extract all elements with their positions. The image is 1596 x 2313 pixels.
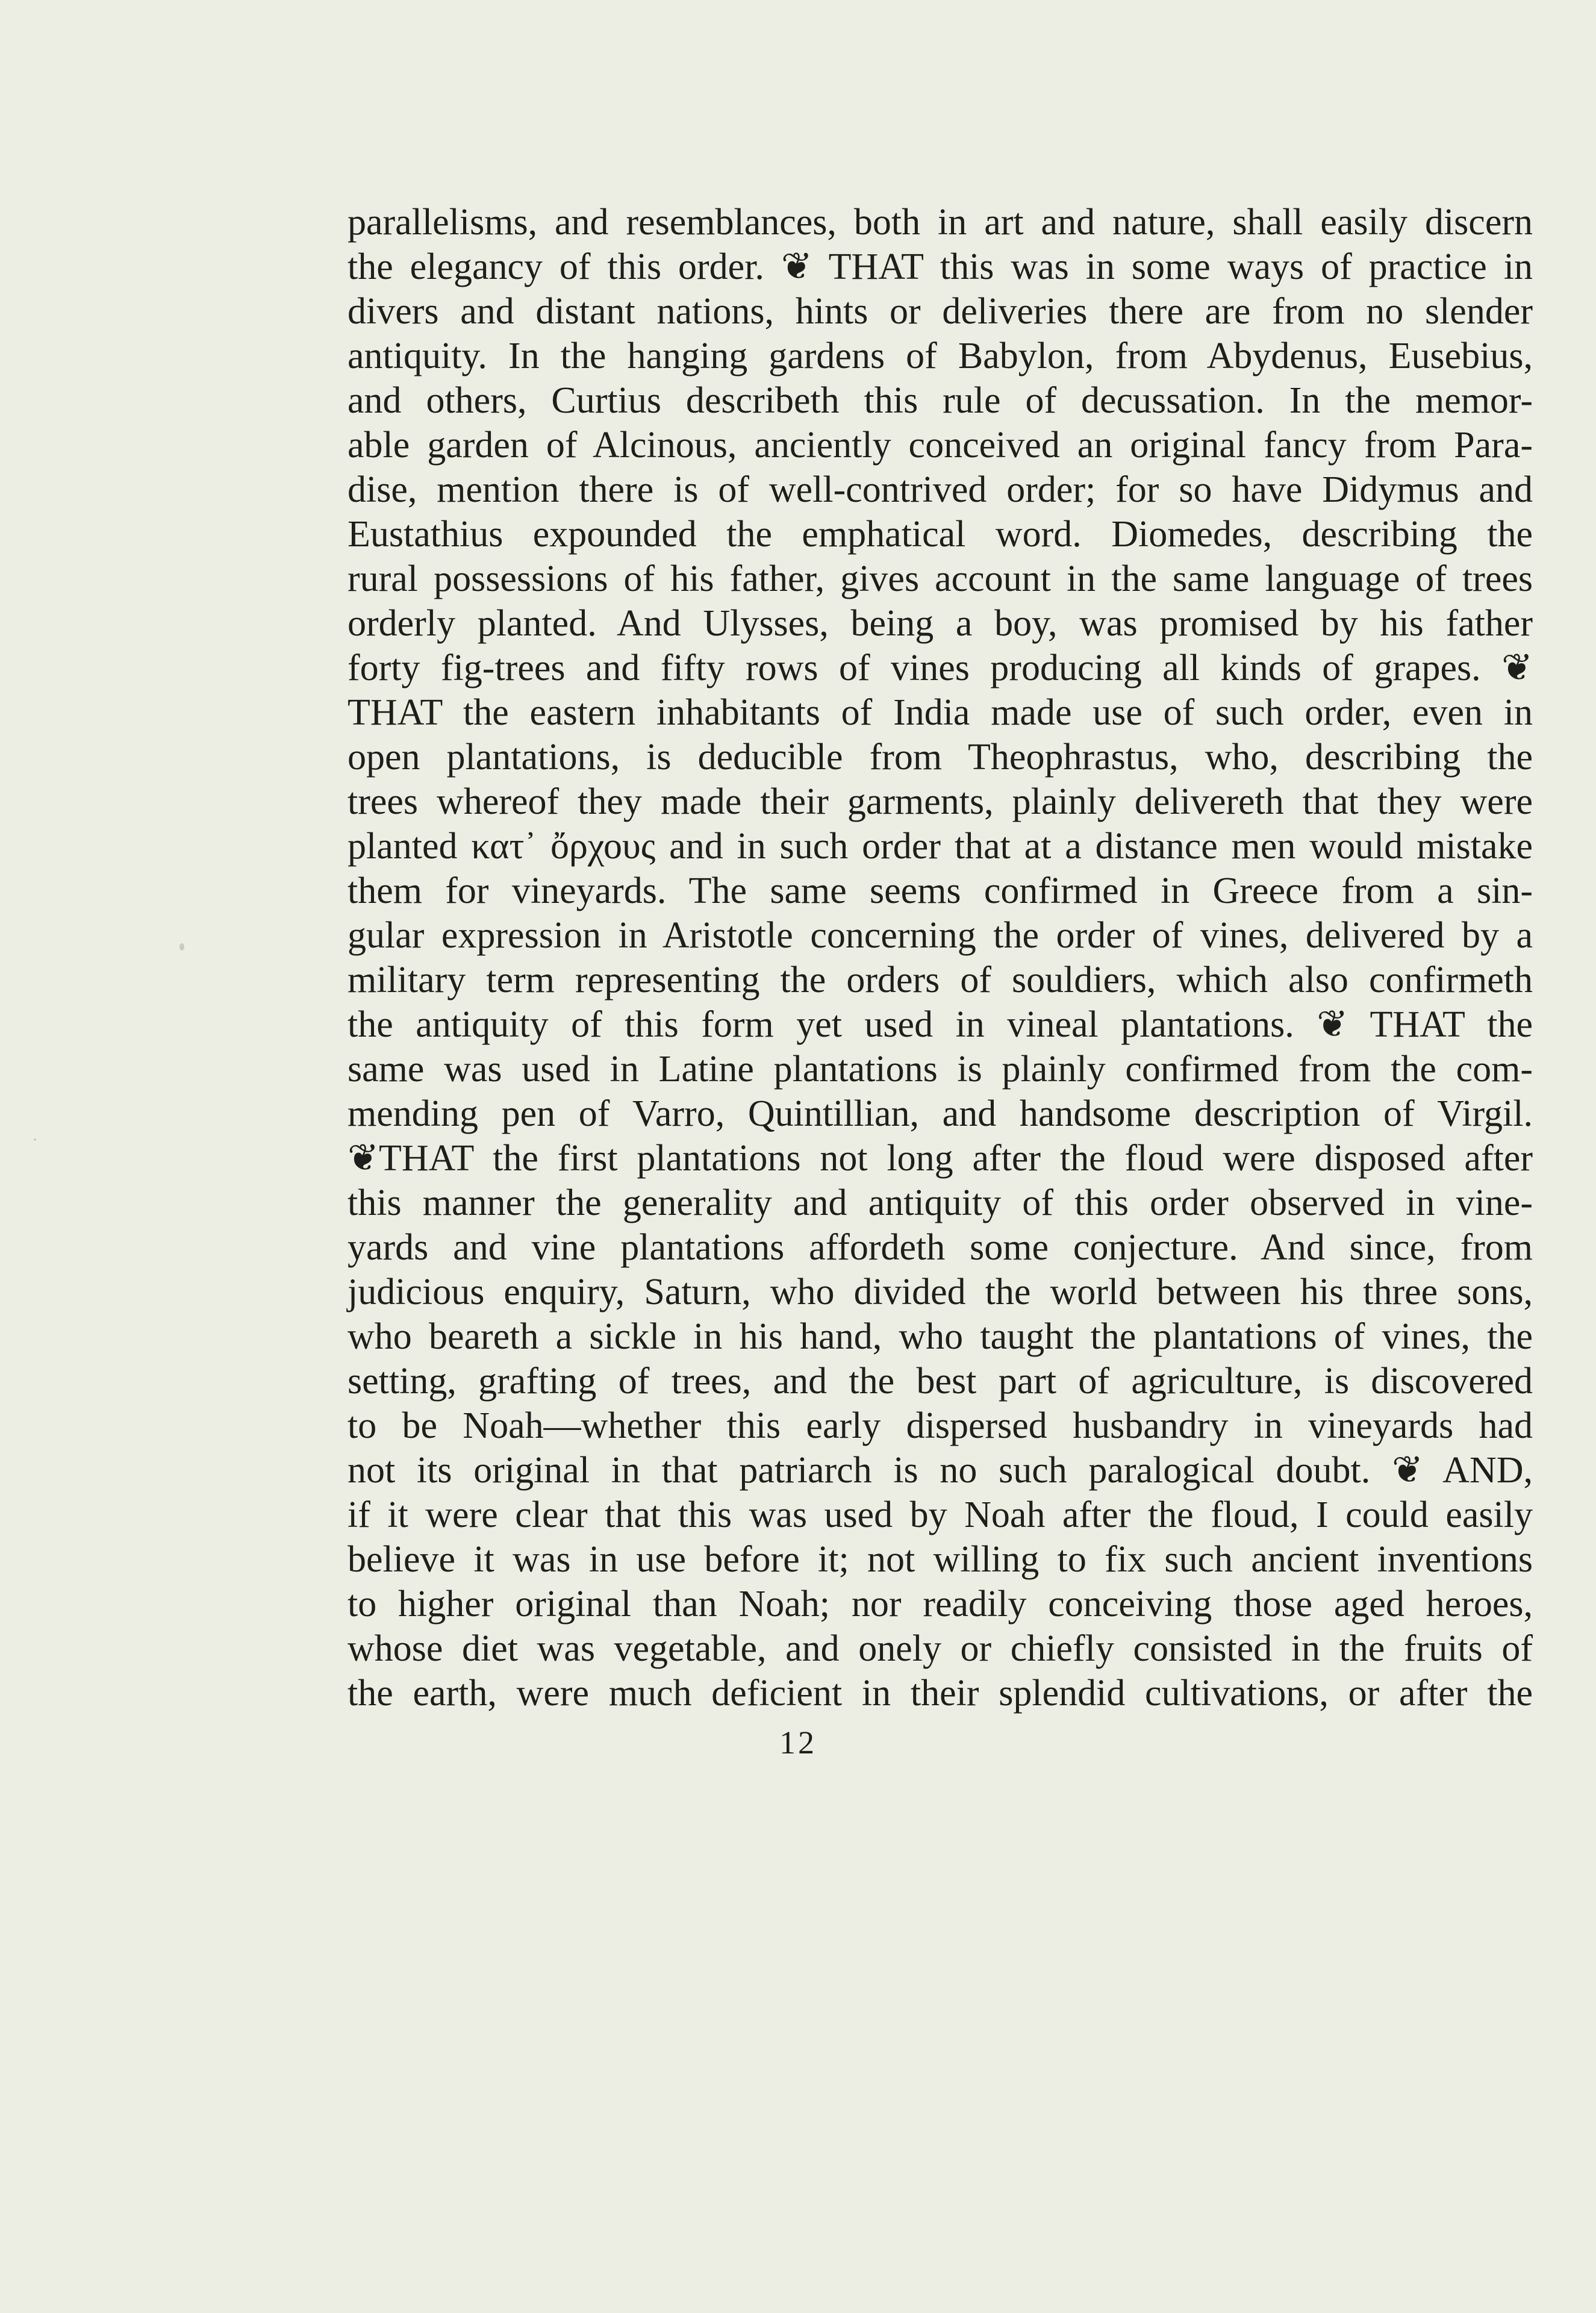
text-line: the antiquity of this form yet used in vineal plantations. ❦ THAT the xyxy=(348,1004,1533,1045)
text-line: judicious enquiry, Saturn, who divided the world between his three sons, xyxy=(348,1272,1533,1313)
text-line: the elegancy of this order. ❦ THAT this was in some ways of practice in xyxy=(348,246,1533,287)
text-line: dise, mention there is of well-contrived order; for so have Didymus and xyxy=(348,469,1533,510)
text-line: not its original in that patriarch is no such paralogical doubt. ❦ AND, xyxy=(348,1450,1533,1491)
text-line: divers and distant nations, hints or deliveries there are from no slender xyxy=(348,291,1533,332)
page-number: 12 xyxy=(779,1725,817,1761)
text-line: military term representing the orders of souldiers, which also confirmeth xyxy=(348,960,1533,1000)
paper-speck xyxy=(179,943,184,950)
text-line: rural possessions of his father, gives account in the same language of trees xyxy=(348,558,1533,599)
text-line: Eustathius expounded the emphatical word. Diomedes, describing the xyxy=(348,514,1533,555)
text-line: able garden of Alcinous, anciently conceived an original fancy from Para- xyxy=(348,425,1533,466)
text-line: ❦THAT the first plantations not long after the floud were disposed after xyxy=(348,1138,1533,1179)
body-text xyxy=(348,200,1533,1715)
text-line: forty fig-trees and fifty rows of vines producing all kinds of grapes. ❦ xyxy=(348,648,1533,688)
text-line: believe it was in use before it; not willing to fix such ancient inventions xyxy=(348,1539,1533,1580)
text-line: the earth, were much deficient in their splendid cultivations, or after the xyxy=(348,1673,1533,1714)
text-line: THAT the eastern inhabitants of India made use of such order, even in xyxy=(348,692,1533,733)
text-line: to higher original than Noah; nor readily conceiving those aged heroes, xyxy=(348,1584,1533,1625)
text-line: who beareth a sickle in his hand, who taught the plantations of vines, the xyxy=(348,1316,1533,1357)
text-line: them for vineyards. The same seems confirmed in Greece from a sin- xyxy=(348,870,1533,911)
text-line: parallelisms, and resemblances, both in art and nature, shall easily discern xyxy=(348,202,1533,243)
text-line: mending pen of Varro, Quintillian, and handsome description of Virgil. xyxy=(348,1093,1533,1134)
text-line: antiquity. In the hanging gardens of Babylon, from Abydenus, Eusebius, xyxy=(348,336,1533,376)
text-line: trees whereof they made their garments, plainly delivereth that they were xyxy=(348,781,1533,822)
text-line: setting, grafting of trees, and the best part of agriculture, is discovered xyxy=(348,1361,1533,1402)
text-line: whose diet was vegetable, and onely or chiefly consisted in the fruits of xyxy=(348,1628,1533,1669)
paper-speck xyxy=(34,1138,36,1141)
text-line: same was used in Latine plantations is plainly confirmed from the com- xyxy=(348,1049,1533,1090)
text-line: to be Noah—whether this early dispersed husbandry in vineyards had xyxy=(348,1405,1533,1446)
text-line: and others, Curtius describeth this rule of decussation. In the memor- xyxy=(348,380,1533,421)
text-line: orderly planted. And Ulysses, being a boy, was promised by his father xyxy=(348,603,1533,644)
text-line: this manner the generality and antiquity of this order observed in vine- xyxy=(348,1182,1533,1223)
text-line: planted κατ᾽ ὄρχους and in such order that at a distance men would mistake xyxy=(348,826,1533,867)
text-line: if it were clear that this was used by Noah after the floud, I could easily xyxy=(348,1494,1533,1535)
text-line: yards and vine plantations affordeth some conjecture. And since, from xyxy=(348,1227,1533,1268)
text-line: gular expression in Aristotle concerning the order of vines, delivered by a xyxy=(348,915,1533,956)
text-line: open plantations, is deducible from Theophrastus, who, describing the xyxy=(348,737,1533,778)
